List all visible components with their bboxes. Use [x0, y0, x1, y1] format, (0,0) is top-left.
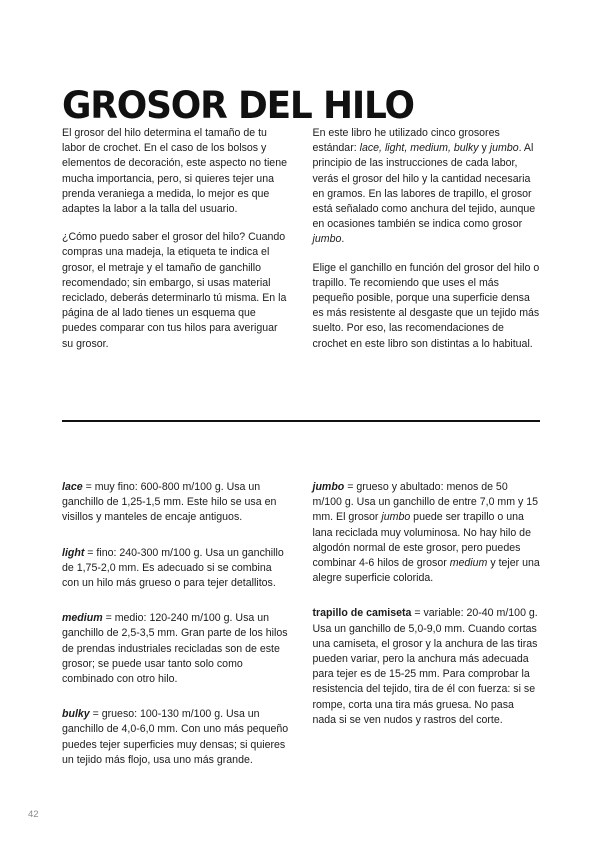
intro-paragraph-4: Elige el ganchillo en función del grosor del hilo o trapillo. Te recomiendo que uses el más pequeño posible, porque una superficie densa es más resistente al desgaste que un tejido más suelto. Por eso, las recomendaciones de crochet en este libro son distintas a lo habitual. [312, 261, 540, 350]
glossary-term-light: light [62, 546, 85, 559]
glossary-text-jumbo-a: = grueso y abultado: menos de 50 m/100 g. Usa un ganchillo de entre 7,0 mm y 15 mm. El grosor [312, 481, 539, 524]
intro-p3-part-c: . Al principio de las instrucciones de cada labor, verás el grosor del hilo y la cantidad necesaria en gramos. En las labores de trapillo, el grosor está señalado como anchura del tejido, aunque en ocasiones también se indica como grosor [312, 142, 536, 231]
glossary-entry-medium [62, 611, 290, 687]
section-divider [62, 420, 540, 422]
intro-columns [62, 126, 540, 352]
intro-p3-part-d: . [341, 233, 345, 246]
page-title: GROSOR DEL HILO [62, 83, 414, 127]
glossary-entry-lace [62, 480, 290, 526]
intro-p3-italic-3: jumbo [312, 233, 342, 246]
glossary-entry-light [62, 546, 290, 592]
intro-p3-italic-1: lace, light, medium, bulky [359, 142, 479, 155]
glossary-text-trapillo: = variable: 20-40 m/100 g. Usa un ganchillo de 5,0-9,0 mm. Cuando cortas una camiseta, el grosor y la anchura de las tiras pueden variar, pero la anchura más adecuada para tejer es de 15-25 mm. Para comprobar la resistencia del tejido, tira de él con fuerza: si se rompe, corta una tira más gruesa. No pasa nada si se ven nudos y rastros del corte. [312, 607, 538, 726]
intro-paragraph-1: El grosor del hilo determina el tamaño de tu labor de crochet. En el caso de los bolsos y elementos de decoración, este aspecto no tiene mucha importancia, pero, si quieres tejer una prenda veraniega a medida, lo mejor es que adaptes la labor a la talla del usuario. [62, 127, 287, 216]
glossary-term-jumbo: jumbo [312, 481, 345, 493]
glossary-term-medium: medium [62, 612, 103, 625]
glossary-columns [62, 480, 540, 768]
glossary-term-bulky: bulky [62, 708, 90, 721]
glossary-text-medium: = medio: 120-240 m/100 g. Usa un ganchillo de 2,5-3,5 mm. Gran parte de los hilos de prendas industriales recicladas son de este grosor; se puede usar tanto solo como combinado con otro hilo. [62, 612, 288, 686]
intro-column-right [313, 126, 541, 352]
glossary-text-bulky: = grueso: 100-130 m/100 g. Usa un ganchillo de 4,0-6,0 mm. Con uno más pequeño puedes tejer superficies muy densas; si quieres un tejido más flojo, usa uno más grande. [62, 708, 289, 766]
glossary-italic-jumbo-2: medium [449, 557, 488, 570]
glossary-column-right [313, 480, 541, 768]
glossary-text-light: = fino: 240-300 m/100 g. Usa un ganchillo de 1,75-2,0 mm. Es adecuado si se combina con un hilo más grueso o para tejer detallitos. [62, 546, 284, 590]
glossary-text-lace: = muy fino: 600-800 m/100 g. Usa un ganchillo de 1,25-1,5 mm. Este hilo se usa en visillos y manteles de encaje antiguos. [62, 481, 277, 524]
intro-column-left [62, 126, 290, 352]
glossary-term-trapillo: trapillo de camiseta [312, 607, 412, 620]
intro-paragraph-2: ¿Cómo puedo saber el grosor del hilo? Cuando compras una madeja, la etiqueta te indica el grosor, el metraje y el tamaño de ganchillo recomendado; sin embargo, si usas material reciclado, deberás determinarlo tú misma. En la página de al lado tienes un esquema que puedes comparar con tus hilos para averiguar su grosor. [62, 231, 287, 350]
glossary-italic-jumbo-1: jumbo [381, 511, 411, 524]
glossary-term-lace: lace [62, 481, 83, 493]
glossary-column-left [62, 480, 290, 768]
glossary-entry-bulky [62, 707, 290, 768]
glossary-entry-jumbo [313, 480, 541, 586]
glossary-text-jumbo-b: puede ser trapillo o una lana reciclada muy voluminosa. No hay hilo de algodón normal de este grosor, pero puedes combinar 4-6 hilos de grosor [312, 511, 531, 570]
intro-p3-part-a: En este libro he utilizado cinco grosores estándar: [312, 127, 500, 155]
glossary-text-jumbo-c: y tejer una alegre superficie colorida. [312, 557, 540, 585]
intro-p3-italic-2: jumbo [489, 142, 519, 155]
intro-paragraph-3 [313, 126, 541, 248]
glossary-entry-trapillo [313, 606, 541, 728]
page-number: 42 [28, 809, 39, 820]
intro-p3-part-b: y [478, 142, 490, 155]
